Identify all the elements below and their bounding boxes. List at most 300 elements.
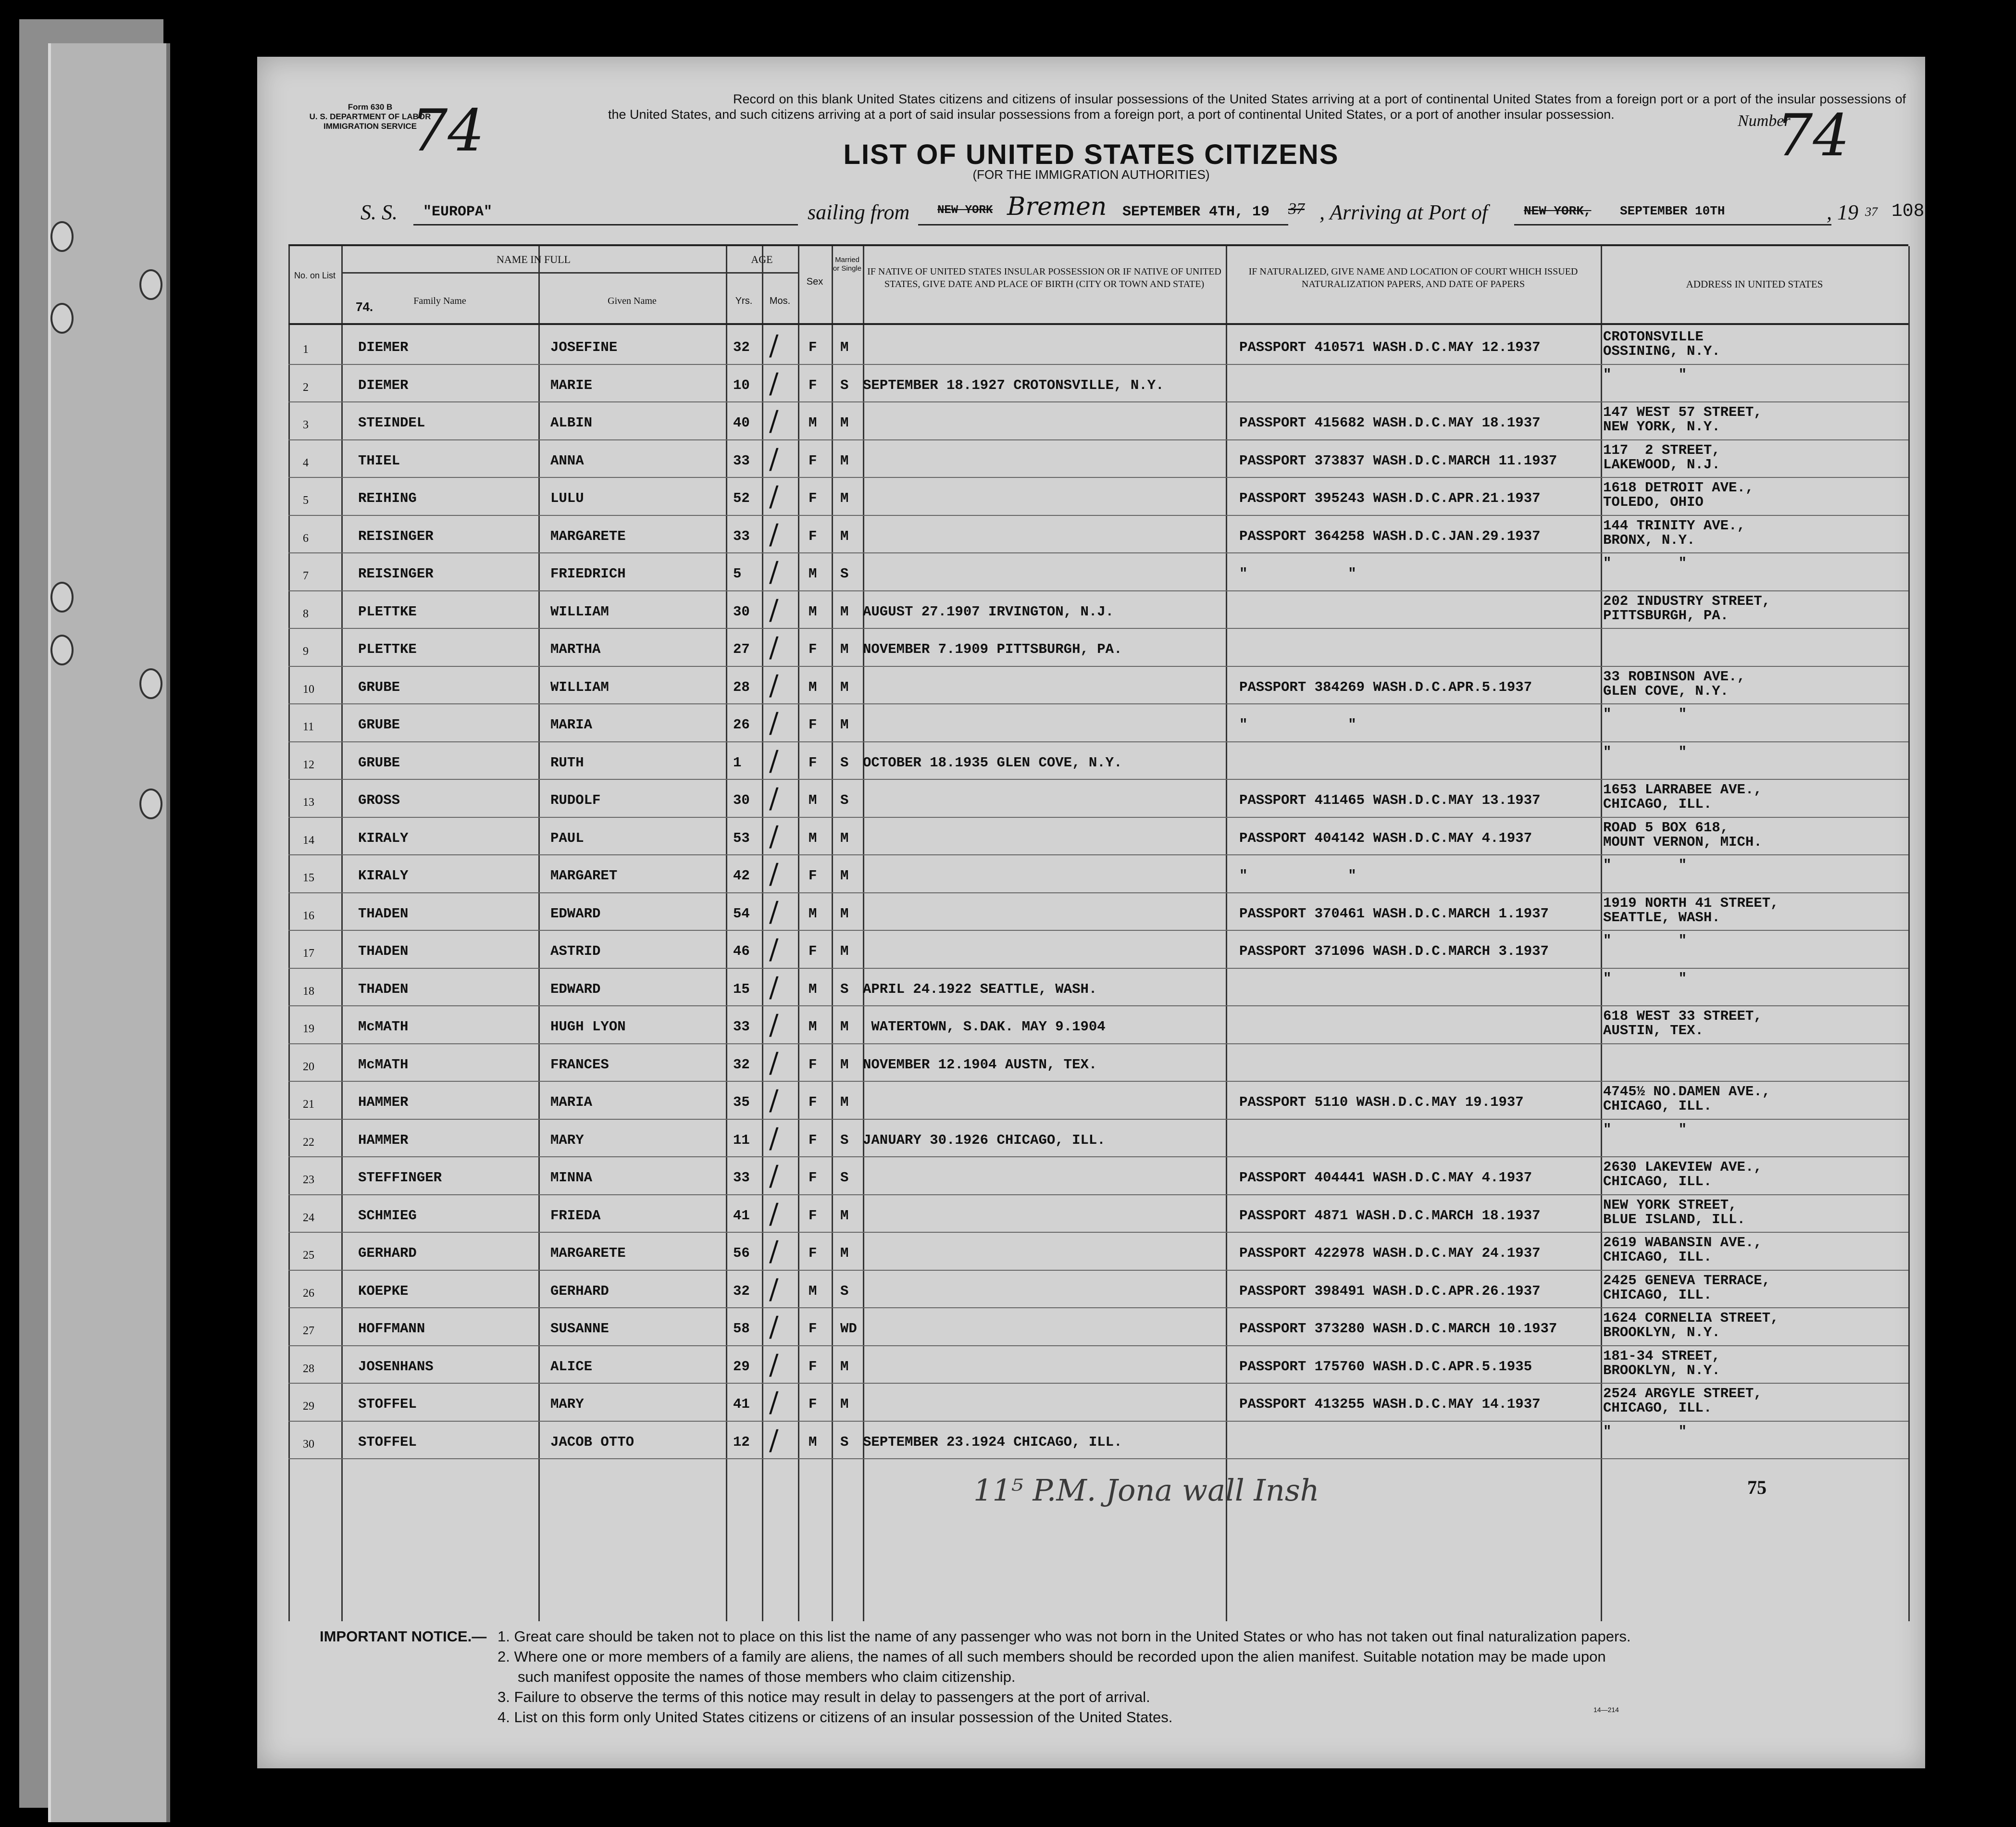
cell-given: ANNA [550,452,584,469]
cell-natural: PASSPORT 5110 WASH.D.C.MAY 19.1937 [1239,1094,1524,1110]
cell-ms: M [840,1245,849,1261]
header-sex: Sex [806,276,823,287]
cell-given: PAUL [550,830,584,846]
cell-no: 22 [303,1136,314,1149]
cell-no: 15 [303,872,314,884]
cell-natural: PASSPORT 4871 WASH.D.C.MARCH 18.1937 [1239,1207,1541,1224]
cell-no: 11 [303,721,314,733]
table-row [288,1044,1908,1082]
check-mark: / [769,329,779,362]
cell-yrs: 30 [733,603,750,620]
check-mark: / [769,933,779,965]
cell-ms: M [840,943,849,959]
cell-sex: F [809,641,817,657]
cell-given: ALICE [550,1358,593,1375]
cell-natural: PASSPORT 422978 WASH.D.C.MAY 24.1937 [1239,1245,1541,1261]
cell-family: HAMMER [358,1132,409,1148]
notice-item-4: 4. List on this form only United States citizens or citizens of an insular possession of the United States. [498,1709,1173,1726]
cell-address-line1: ROAD 5 BOX 618, [1603,819,1729,836]
cell-given: MINNA [550,1170,593,1186]
table-row [288,553,1908,591]
cell-natural: PASSPORT 371096 WASH.D.C.MARCH 3.1937 [1239,943,1549,959]
check-mark: / [769,631,779,663]
cell-family: KIRALY [358,830,409,846]
table-row [288,1082,1908,1119]
table-row [288,516,1908,553]
cell-no: 6 [303,532,309,545]
cell-given: RUTH [550,754,584,771]
cell-no: 19 [303,1023,314,1035]
cell-family: KOEPKE [358,1283,409,1299]
punch-hole [50,221,74,252]
cell-natural: PASSPORT 373280 WASH.D.C.MARCH 10.1937 [1239,1321,1557,1337]
cell-yrs: 33 [733,1019,750,1035]
cell-yrs: 27 [733,641,750,657]
cell-no: 18 [303,985,314,998]
cell-yrs: 35 [733,1094,750,1110]
check-mark: / [769,970,779,1003]
table-row [288,591,1908,629]
table-row [288,1006,1908,1044]
cell-address-line1: " " [1603,706,1687,722]
cell-natural: PASSPORT 404142 WASH.D.C.MAY 4.1937 [1239,830,1532,846]
cell-natural: " " [1239,868,1356,884]
cell-family: KIRALY [358,868,409,884]
cell-ms: S [840,1132,849,1148]
cell-natural: PASSPORT 415682 WASH.D.C.MAY 18.1937 [1239,415,1541,431]
struck-port: NEW YORK [937,204,993,217]
cell-no: 1 [303,343,309,356]
check-mark: / [769,1386,779,1418]
cell-no: 14 [303,834,314,847]
notice-item-1: 1. Great care should be taken not to place on this list the name of any passenger who was not born in the United States or who has not taken out final naturalization papers. [498,1628,1631,1645]
cell-given: EDWARD [550,905,601,922]
handwritten-list-number: 74 [411,98,485,164]
cell-natural: PASSPORT 411465 WASH.D.C.MAY 13.1937 [1239,792,1541,808]
cell-no: 12 [303,758,314,771]
form-number: Form 630 B [348,102,393,112]
cell-ms: M [840,603,849,620]
cell-yrs: 30 [733,792,750,808]
cell-address-line1: " " [1603,1423,1687,1439]
arrival-year: 37 [1865,205,1878,219]
cell-sex: F [809,868,817,884]
cell-no: 10 [303,683,314,696]
cell-sex: F [809,1358,817,1375]
cell-yrs: 28 [733,679,750,695]
cell-family: JOSENHANS [358,1358,434,1375]
cell-natural: PASSPORT 410571 WASH.D.C.MAY 12.1937 [1239,339,1541,355]
cell-birth: WATERTOWN, S.DAK. MAY 9.1904 [863,1019,1106,1035]
cell-sex: M [809,603,817,620]
cell-sex: F [809,1056,817,1073]
cell-natural: " " [1239,717,1356,733]
cell-yrs: 12 [733,1434,750,1450]
cell-address-line1: " " [1603,366,1687,383]
cell-ms: S [840,754,849,771]
cell-ms: M [840,1396,849,1412]
cell-yrs: 32 [733,1283,750,1299]
cell-given: SUSANNE [550,1321,609,1337]
cell-address-line2: MOUNT VERNON, MICH. [1603,834,1762,850]
check-mark: / [769,517,779,551]
notice-item-2-cont: such manifest opposite the names of those members who claim citizenship. [518,1668,1016,1685]
cell-address-line1: NEW YORK STREET, [1603,1197,1737,1213]
cell-yrs: 40 [733,415,750,431]
cell-given: MARIE [550,377,593,393]
table-row [288,780,1908,817]
cell-yrs: 53 [733,830,750,846]
cell-sex: F [809,943,817,959]
header-family-note: 74. [356,300,373,314]
cell-ms: M [840,905,849,922]
cell-birth: SEPTEMBER 23.1924 CHICAGO, ILL. [863,1434,1122,1450]
punch-hole [50,635,74,665]
passenger-table [288,244,1908,1621]
cell-yrs: 56 [733,1245,750,1261]
cell-no: 27 [303,1325,314,1337]
cell-address-line1: 2619 WABANSIN AVE., [1603,1235,1762,1251]
cell-ms: M [840,528,849,544]
cell-no: 2 [303,381,309,394]
cell-address-line2: LAKEWOOD, N.J. [1603,456,1720,473]
table-row [288,893,1908,931]
cell-address-line2: CHICAGO, ILL. [1603,1249,1712,1265]
cell-yrs: 5 [733,566,742,582]
page-number: 75 [1747,1477,1767,1498]
notice-heading: IMPORTANT NOTICE.— [320,1628,487,1645]
cell-no: 16 [303,909,314,922]
cell-address-line1: 147 WEST 57 STREET, [1603,404,1762,420]
table-row [288,440,1908,478]
cell-family: McMATH [358,1056,409,1073]
cell-address-line2: CHICAGO, ILL. [1603,1400,1712,1416]
cell-yrs: 10 [733,377,750,393]
cell-given: MARGARET [550,868,618,884]
cell-address-line1: CROTONSVILLE [1603,329,1704,345]
cell-sex: F [809,339,817,355]
handwritten-note: 11⁵ P.M. Jona wall Insh [973,1473,1319,1508]
cell-no: 20 [303,1060,314,1073]
cell-yrs: 33 [733,528,750,544]
cell-yrs: 29 [733,1358,750,1375]
check-mark: / [769,744,779,777]
cell-address-line2: BROOKLYN, N.Y. [1603,1362,1720,1378]
punch-hole [50,303,74,334]
cell-no: 5 [303,494,309,507]
cell-no: 21 [303,1098,314,1111]
cell-no: 3 [303,419,309,431]
header-naturalization: IF NATURALIZED, GIVE NAME AND LOCATION OF COURT WHICH ISSUED NATURALIZATION PAPERS, AND DATE OF PAPERS [1248,266,1578,289]
header-family: Family Name [413,296,466,306]
cell-natural: PASSPORT 398491 WASH.D.C.APR.26.1937 [1239,1283,1541,1299]
cell-ms: M [840,339,849,355]
punch-hole [139,788,162,819]
header-no: No. on List [294,271,336,280]
cell-address-line1: 1618 DETROIT AVE., [1603,480,1754,496]
cell-natural: PASSPORT 364258 WASH.D.C.JAN.29.1937 [1239,528,1541,544]
table-row [288,1233,1908,1270]
check-mark: / [769,1197,779,1230]
cell-sex: F [809,528,817,544]
cell-address-line2: BLUE ISLAND, ILL. [1603,1211,1745,1227]
check-mark: / [769,555,779,588]
table-row [288,969,1908,1006]
handwritten-number-right: 74 [1776,102,1850,169]
header-years: Yrs. [735,296,753,306]
cell-family: STOFFEL [358,1396,417,1412]
cell-sex: M [809,830,817,846]
table-row [288,742,1908,780]
check-mark: / [769,593,779,626]
cell-given: JACOB OTTO [550,1434,635,1450]
check-mark: / [769,480,779,513]
cell-ms: S [840,1434,849,1450]
manifest-sheet [257,57,1925,1768]
table-row [288,1422,1908,1459]
cell-natural: PASSPORT 413255 WASH.D.C.MAY 14.1937 [1239,1396,1541,1412]
cell-address-line1: 4745½ NO.DAMEN AVE., [1603,1084,1771,1100]
cell-address-line1: " " [1603,1121,1687,1138]
form-instructions: Record on this blank United States citizens and citizens of insular possessions of the United States arriving at a port of continental United States from a foreign port or a port of the insular possessions of the United States, and such citizens arriving at a port of said insular possessions from a foreign port, a port of continental United States, or a port of another insular possession. [608,92,1906,122]
ship-name: "EUROPA" [423,204,493,220]
cell-sex: M [809,1434,817,1450]
number-label: Number [1738,112,1791,130]
cell-given: MARIA [550,1094,593,1110]
cell-address-line1: 1653 LARRABEE AVE., [1603,782,1762,798]
cell-no: 8 [303,607,309,620]
cell-birth: JANUARY 30.1926 CHICAGO, ILL. [863,1132,1106,1148]
cell-ms: M [840,717,849,733]
check-mark: / [769,819,779,852]
cell-address-line2: GLEN COVE, N.Y. [1603,683,1729,699]
check-mark: / [769,442,779,475]
page-title: LIST OF UNITED STATES CITIZENS [843,139,1339,170]
cell-family: SCHMIEG [358,1207,417,1224]
cell-given: WILLIAM [550,679,609,695]
cell-no: 26 [303,1287,314,1300]
cell-address-line2: BROOKLYN, N.Y. [1603,1325,1720,1340]
cell-address-line2: AUSTIN, TEX. [1603,1023,1704,1039]
cell-no: 13 [303,796,314,809]
cell-sex: F [809,377,817,393]
table-row [288,1195,1908,1233]
cell-ms: S [840,566,849,582]
cell-given: EDWARD [550,981,601,997]
punch-hole [139,269,162,300]
cell-yrs: 33 [733,1170,750,1186]
cell-sex: M [809,981,817,997]
check-mark: / [769,895,779,928]
cell-given: HUGH LYON [550,1019,626,1035]
cell-address-line1: " " [1603,933,1687,949]
cell-address-line2: CHICAGO, ILL. [1603,1287,1712,1303]
cell-sex: M [809,566,817,582]
sheet-number: 108 [1892,201,1925,222]
cell-family: THIEL [358,452,400,469]
cell-ms: M [840,452,849,469]
cell-sex: M [809,1019,817,1035]
check-mark: / [769,1121,779,1154]
table-row [288,1346,1908,1384]
cell-yrs: 11 [733,1132,750,1148]
binding-strip [19,19,163,1808]
cell-birth: NOVEMBER 12.1904 AUSTN, TEX. [863,1056,1097,1073]
cell-yrs: 46 [733,943,750,959]
cell-sex: F [809,1396,817,1412]
check-mark: / [769,1159,779,1192]
cell-yrs: 41 [733,1207,750,1224]
table-row [288,478,1908,515]
cell-address-line2: NEW YORK, N.Y. [1603,419,1720,435]
cell-sex: M [809,792,817,808]
cell-yrs: 15 [733,981,750,997]
cell-sex: F [809,490,817,506]
table-row [288,1384,1908,1421]
cell-family: McMATH [358,1019,409,1035]
cell-family: GRUBE [358,717,400,733]
cell-address-line1: 1919 NORTH 41 STREET, [1603,895,1779,911]
table-row [288,855,1908,893]
cell-address-line1: 117 2 STREET, [1603,442,1720,458]
sailing-date: SEPTEMBER 4TH, 19 [1122,204,1270,220]
cell-address-line2: TOLEDO, OHIO [1603,494,1704,510]
table-row [288,365,1908,402]
notice-item-2: 2. Where one or more members of a family are aliens, the names of all such members should be recorded upon the alien manifest. Suitable notation may be made upon [498,1648,1606,1665]
cell-given: JOSEFINE [550,339,618,355]
cell-ms: WD [840,1321,857,1337]
cell-no: 30 [303,1438,314,1451]
cell-no: 25 [303,1249,314,1262]
check-mark: / [769,404,779,437]
cell-ms: M [840,830,849,846]
cell-yrs: 32 [733,1056,750,1073]
cell-yrs: 1 [733,754,742,771]
header-given: Given Name [608,296,657,306]
cell-given: MARY [550,1132,584,1148]
cell-yrs: 52 [733,490,750,506]
cell-natural: PASSPORT 404441 WASH.D.C.MAY 4.1937 [1239,1170,1532,1186]
table-row [288,402,1908,440]
cell-given: MARTHA [550,641,601,657]
cell-natural: PASSPORT 395243 WASH.D.C.APR.21.1937 [1239,490,1541,506]
cell-birth: APRIL 24.1922 SEATTLE, WASH. [863,981,1097,997]
table-row [288,1120,1908,1157]
cell-family: STEINDEL [358,415,425,431]
cell-natural: PASSPORT 384269 WASH.D.C.APR.5.1937 [1239,679,1532,695]
cell-family: THADEN [358,905,409,922]
check-mark: / [769,782,779,814]
cell-given: FRIEDA [550,1207,601,1224]
table-row [288,931,1908,968]
cell-no: 4 [303,456,309,469]
cell-address-line1: 181-34 STREET, [1603,1348,1720,1364]
bottom-form-code: 14—214 [1593,1706,1619,1714]
cell-sex: M [809,679,817,695]
cell-family: GERHARD [358,1245,417,1261]
punch-hole [50,582,74,613]
cell-family: DIEMER [358,377,409,393]
cell-sex: F [809,1207,817,1224]
cell-yrs: 42 [733,868,750,884]
cell-family: STOFFEL [358,1434,417,1450]
cell-family: REISINGER [358,566,434,582]
check-mark: / [769,1423,779,1456]
table-row [288,667,1908,704]
cell-yrs: 58 [733,1321,750,1337]
cell-no: 23 [303,1174,314,1186]
cell-family: DIEMER [358,339,409,355]
table-row [288,1308,1908,1346]
cell-given: MARGARETE [550,528,626,544]
cell-no: 7 [303,570,309,582]
voyage-line [361,192,1925,229]
cell-ms: M [840,679,849,695]
arriving-label: , Arriving at Port of [1319,200,1488,224]
cell-family: HAMMER [358,1094,409,1110]
cell-given: LULU [550,490,584,506]
cell-yrs: 26 [733,717,750,733]
cell-given: RUDOLF [550,792,601,808]
cell-sex: F [809,1321,817,1337]
cell-sex: M [809,905,817,922]
cell-natural: PASSPORT 373837 WASH.D.C.MARCH 11.1937 [1239,452,1557,469]
cell-address-line1: 202 INDUSTRY STREET, [1603,593,1771,609]
cell-address-line2: CHICAGO, ILL. [1603,1174,1712,1189]
cell-natural: PASSPORT 370461 WASH.D.C.MARCH 1.1937 [1239,905,1549,922]
check-mark: / [769,1084,779,1116]
cell-ms: S [840,1170,849,1186]
cell-address-line1: " " [1603,744,1687,760]
sailing-year: 37 [1288,200,1305,218]
check-mark: / [769,1310,779,1343]
cell-address-line1: 2630 LAKEVIEW AVE., [1603,1159,1762,1175]
header-address: ADDRESS IN UNITED STATES [1686,278,1823,290]
table-row [288,1157,1908,1195]
cell-birth: AUGUST 27.1907 IRVINGTON, N.J. [863,603,1114,620]
cell-ms: M [840,490,849,506]
punch-hole [139,668,162,699]
cell-sex: F [809,1245,817,1261]
form-service: IMMIGRATION SERVICE [324,122,417,131]
header-age: AGE [751,253,773,265]
cell-address-line1: 33 ROBINSON AVE., [1603,668,1745,685]
check-mark: / [769,857,779,890]
notice-item-3: 3. Failure to observe the terms of this notice may result in delay to passengers at the port of arrival. [498,1689,1150,1705]
cell-ms: M [840,1094,849,1110]
cell-no: 17 [303,947,314,960]
cell-ms: M [840,1358,849,1375]
cell-given: MARY [550,1396,584,1412]
cell-given: FRIEDRICH [550,566,626,582]
cell-sex: F [809,1132,817,1148]
cell-ms: M [840,1056,849,1073]
cell-family: THADEN [358,943,409,959]
cell-ms: M [840,415,849,431]
cell-ms: S [840,981,849,997]
cell-given: ALBIN [550,415,593,431]
check-mark: / [769,1046,779,1079]
cell-birth: NOVEMBER 7.1909 PITTSBURGH, PA. [863,641,1122,657]
page-subtitle: (FOR THE IMMIGRATION AUTHORITIES) [972,167,1210,182]
cell-address-line1: 618 WEST 33 STREET, [1603,1008,1762,1024]
cell-family: PLETTKE [358,641,417,657]
check-mark: / [769,1235,779,1267]
cell-given: FRANCES [550,1056,609,1073]
cell-address-line2: PITTSBURGH, PA. [1603,607,1729,624]
header-name-group: NAME IN FULL [497,253,571,265]
cell-given: MARIA [550,717,593,733]
